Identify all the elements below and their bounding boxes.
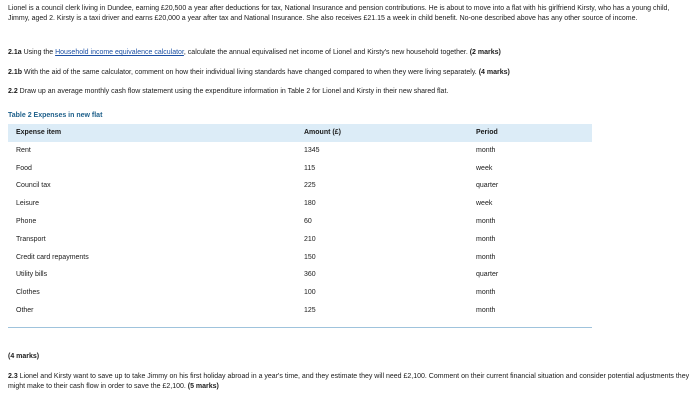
header-expense-item: Expense item — [16, 129, 62, 136]
cell-expense-item: Transport — [16, 235, 46, 243]
question-2-2 — [8, 87, 692, 97]
question-2-3 — [8, 372, 692, 392]
cell-expense-item: Other — [16, 307, 34, 315]
table-row — [8, 267, 592, 285]
cell-expense-item: Rent — [16, 146, 31, 154]
question-number: 2.2 — [8, 88, 18, 95]
intro-paragraph: Lionel is a council clerk living in Dundee, earning £20,500 a year after deductions for tax, National Insurance and pension contributions. He is about to move into a flat with his girlfriend Kirsty, who has a young child, Jimmy, aged 2. Kirsty is a taxi driver and earns £20,000 a year after tax and National Insurance. She also receives £21.15 a week in child benefit. No-one described above has any other source of income. — [8, 5, 670, 22]
cell-period: month — [476, 235, 496, 243]
table-row — [8, 178, 592, 196]
table-row — [8, 160, 592, 178]
question-text: Using the — [21, 49, 56, 56]
cell-period: month — [476, 289, 496, 297]
cell-amount: 1345 — [304, 146, 320, 154]
cell-expense-item: Council tax — [16, 182, 51, 190]
table-row — [8, 195, 592, 213]
cell-period: month — [476, 253, 496, 261]
table-row — [8, 142, 592, 160]
cell-expense-item: Clothes — [16, 289, 40, 297]
table-row — [8, 249, 592, 267]
cell-amount: 180 — [304, 200, 316, 208]
cell-period: month — [476, 146, 496, 154]
table-row — [8, 213, 592, 231]
table-bottom-rule — [8, 327, 592, 328]
question-number: 2.3 — [8, 373, 18, 380]
cell-period: quarter — [476, 271, 499, 279]
question-number: 2.1b — [8, 69, 23, 76]
cell-amount: 360 — [304, 271, 316, 279]
cell-amount: 115 — [304, 164, 316, 172]
cell-amount: 150 — [304, 253, 316, 261]
marks-label: (4 marks) — [478, 69, 510, 76]
header-amount: Amount (£) — [304, 129, 341, 136]
cell-period: week — [476, 164, 493, 172]
cell-amount: 60 — [304, 218, 312, 226]
question-text: , calculate the annual equivalised net income of Lionel and Kirsty's new household together. — [183, 49, 470, 56]
cell-amount: 210 — [304, 235, 316, 243]
expenses-table — [8, 124, 592, 320]
marks-label: (4 marks) — [8, 353, 40, 360]
cell-period: month — [476, 307, 496, 315]
table-row — [8, 231, 592, 249]
cell-expense-item: Leisure — [16, 200, 39, 208]
cell-amount: 125 — [304, 307, 316, 315]
household-income-calculator-link[interactable]: Household income equivalence calculator — [55, 49, 184, 56]
table-row — [8, 302, 592, 320]
cell-period: month — [476, 218, 496, 226]
cell-expense-item: Utility bills — [16, 271, 48, 279]
table-row — [8, 284, 592, 302]
question-text: Draw up an average monthly cash flow statement using the expenditure information in Table 2 for Lionel and Kirsty in their new shared flat. — [17, 88, 449, 95]
header-period: Period — [476, 129, 498, 136]
table-caption: Table 2 Expenses in new flat — [8, 112, 103, 119]
marks-label: (5 marks) — [187, 383, 219, 390]
question-2-1b — [8, 68, 692, 78]
marks-label: (2 marks) — [469, 49, 501, 56]
cell-period: week — [476, 200, 493, 208]
cell-expense-item: Food — [16, 164, 32, 172]
cell-expense-item: Phone — [16, 218, 37, 226]
question-2-1a — [8, 48, 692, 58]
question-number: 2.1a — [8, 49, 22, 56]
cell-amount: 100 — [304, 289, 316, 297]
cell-period: quarter — [476, 182, 499, 190]
question-text: With the aid of the same calculator, comment on how their individual living standards have changed compared to when they were living separately. — [22, 69, 479, 76]
question-text: Lionel and Kirsty want to save up to take Jimmy on his first holiday abroad in a year's time, and they estimate they will need £2,100. Comment on their current financial situation and consider potential adjustments they might make to their cash flow in order to save the £2,100. — [8, 373, 690, 390]
cell-amount: 225 — [304, 182, 316, 190]
table-header-row — [8, 124, 592, 142]
cell-expense-item: Credit card repayments — [16, 253, 89, 261]
